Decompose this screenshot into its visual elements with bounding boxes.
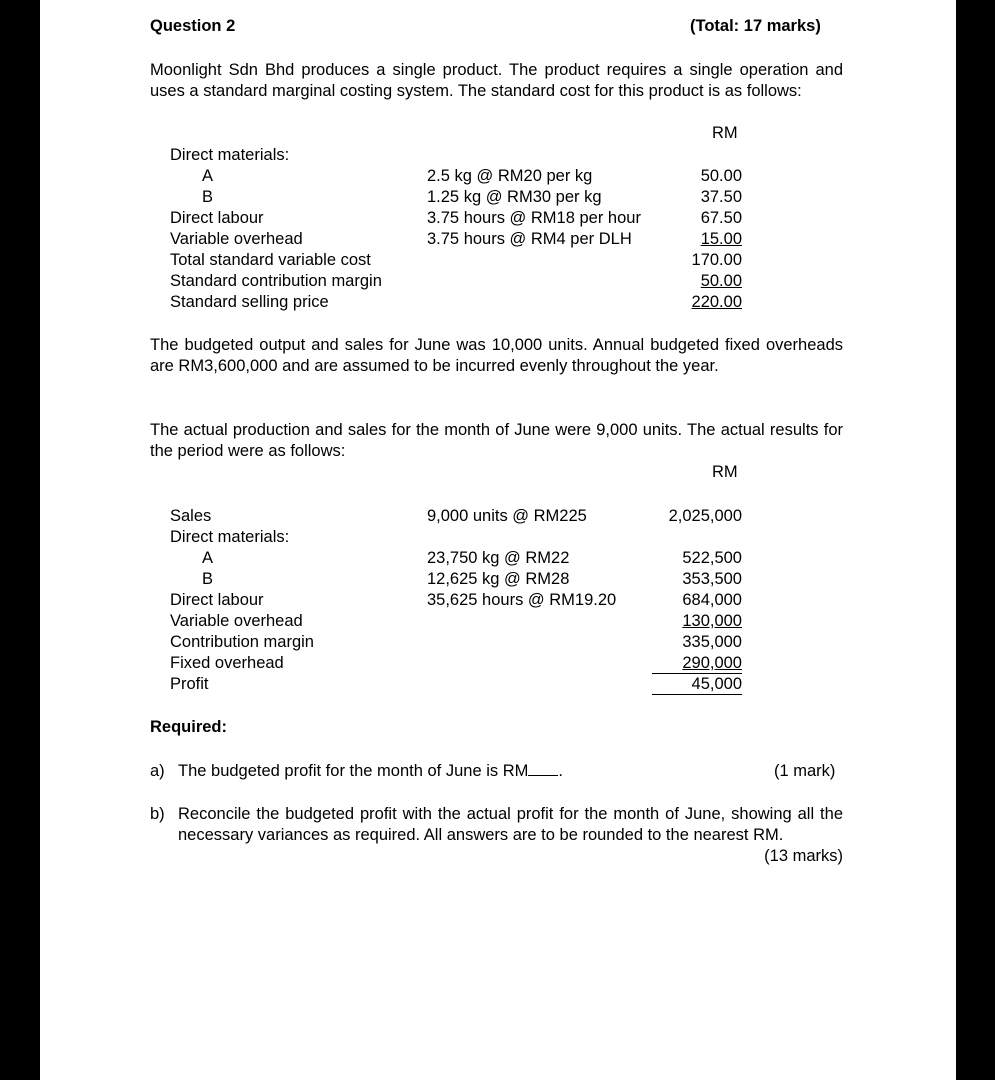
std-cm-label: Standard contribution margin [170, 272, 382, 290]
std-row-b-detail: 1.25 kg @ RM30 per kg [427, 188, 602, 206]
act-row-a-label: A [202, 549, 214, 567]
actual-materials-label: Direct materials: [170, 528, 290, 546]
act-voh-amount: 130,000 [682, 612, 742, 630]
budget-paragraph: The budgeted output and sales for June was 10,000 units. Annual budgeted fixed overheads are RM3,600,000 and are assumed to be incurred evenly throughout the year. [150, 336, 843, 375]
part-b-label: b) [150, 805, 165, 823]
act-row-b-detail: 12,625 kg @ RM28 [427, 570, 570, 588]
act-row-b-label: B [202, 570, 214, 588]
std-voh-detail: 3.75 hours @ RM4 per DLH [427, 230, 632, 248]
standard-rm-header: RM [712, 124, 738, 142]
actual-sales-amount: 2,025,000 [668, 507, 742, 525]
act-cm-label: Contribution margin [170, 633, 314, 651]
act-profit-amount: 45,000 [652, 673, 742, 695]
question-title: Question 2 [150, 17, 236, 35]
std-row-b-label: B [202, 188, 214, 206]
std-row-a-detail: 2.5 kg @ RM20 per kg [427, 167, 593, 185]
act-voh-label: Variable overhead [170, 612, 303, 630]
actual-sales-detail: 9,000 units @ RM225 [427, 507, 587, 525]
part-a-text: The budgeted profit for the month of June is RM . [178, 762, 563, 780]
standard-materials-label: Direct materials: [170, 146, 290, 164]
act-row-a-detail: 23,750 kg @ RM22 [427, 549, 570, 567]
act-labour-label: Direct labour [170, 591, 264, 609]
act-row-a-amount: 522,500 [682, 549, 742, 567]
intro-paragraph: Moonlight Sdn Bhd produces a single product. The product requires a single operation and uses a standard marginal costing system. The standard cost for this product is as follows: [150, 61, 843, 100]
act-cm-amount: 335,000 [682, 633, 742, 651]
required-heading: Required: [150, 718, 228, 736]
part-b-marks: (13 marks) [764, 847, 843, 865]
std-labour-detail: 3.75 hours @ RM18 per hour [427, 209, 641, 227]
act-labour-amount: 684,000 [682, 591, 742, 609]
total-marks: (Total: 17 marks) [690, 17, 821, 35]
act-foh-amount: 290,000 [682, 654, 742, 672]
std-row-a-label: A [202, 167, 214, 185]
std-row-b-amount: 37.50 [700, 188, 742, 206]
question-page [40, 0, 956, 1080]
std-voh-amount: 15.00 [700, 230, 742, 248]
actual-sales-label: Sales [170, 507, 212, 525]
part-a-label: a) [150, 762, 165, 780]
std-total-amount: 170.00 [691, 251, 742, 269]
act-labour-detail: 35,625 hours @ RM19.20 [427, 591, 617, 609]
actual-rm-header: RM [712, 463, 738, 481]
act-foh-label: Fixed overhead [170, 654, 284, 672]
answer-blank [528, 761, 558, 776]
std-price-amount: 220.00 [691, 293, 742, 311]
part-a-marks: (1 mark) [774, 762, 836, 780]
std-voh-label: Variable overhead [170, 230, 303, 248]
std-labour-amount: 67.50 [700, 209, 742, 227]
std-price-label: Standard selling price [170, 293, 329, 311]
std-cm-amount: 50.00 [700, 272, 742, 290]
std-row-a-amount: 50.00 [700, 167, 742, 185]
act-profit-label: Profit [170, 675, 209, 693]
actual-paragraph: The actual production and sales for the month of June were 9,000 units. The actual results for the period were as follows: [150, 421, 843, 460]
act-row-b-amount: 353,500 [682, 570, 742, 588]
std-total-label: Total standard variable cost [170, 251, 371, 269]
part-b-text: Reconcile the budgeted profit with the actual profit for the month of June, showing all the necessary variances as required. All answers are to be rounded to the nearest RM. [178, 805, 843, 844]
std-labour-label: Direct labour [170, 209, 264, 227]
